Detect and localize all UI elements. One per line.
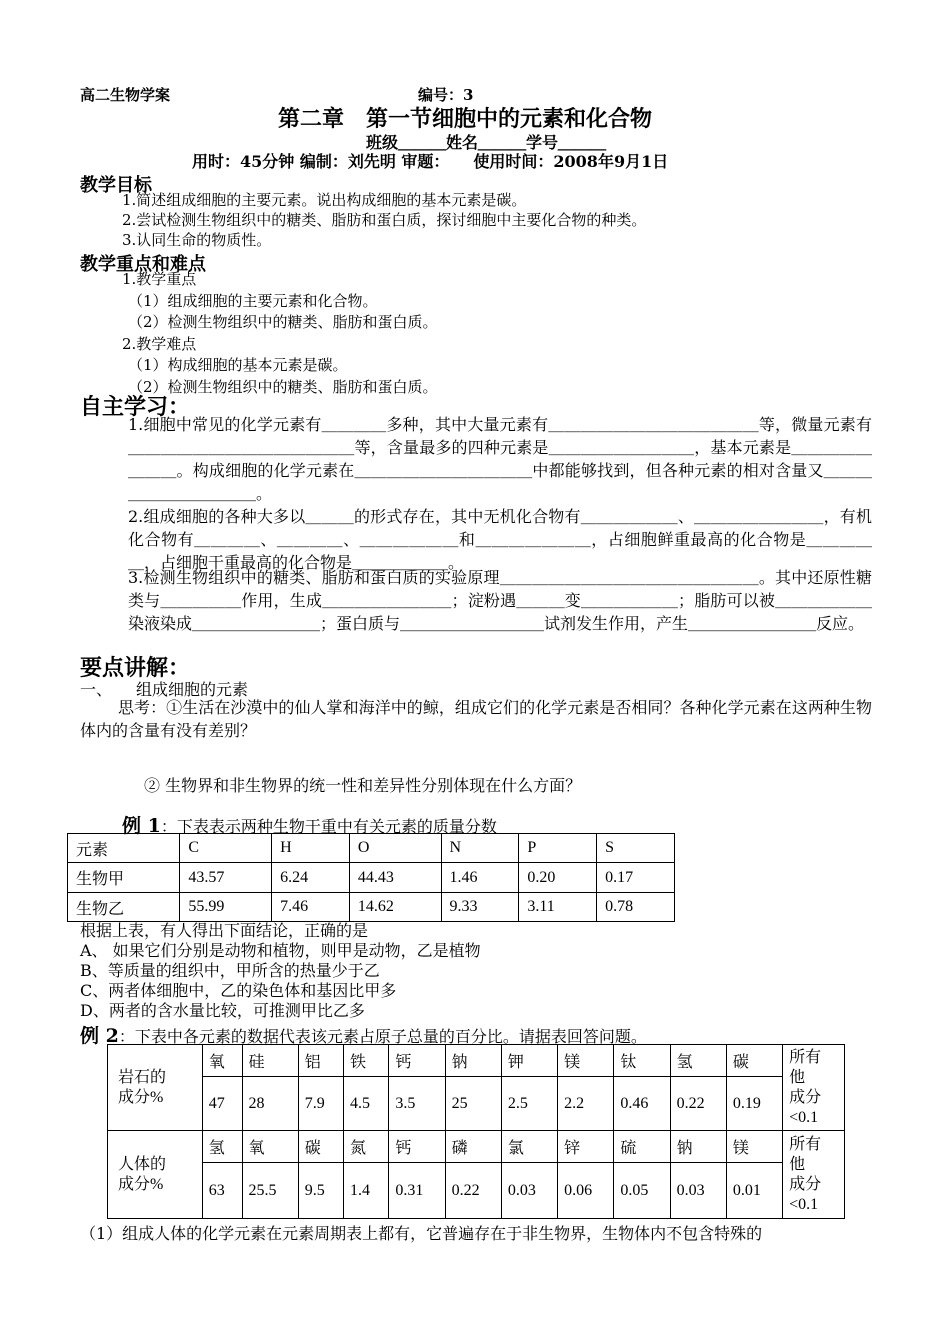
goal-item: 1.简述组成细胞的主要元素。说出构成细胞的基本元素是碳。 — [122, 191, 527, 209]
table-cell: 钙 — [389, 1045, 445, 1077]
table-cell: 2.2 — [558, 1077, 614, 1131]
table-cell: 碳 — [298, 1131, 343, 1163]
table-cell: 锌 — [558, 1131, 614, 1163]
table-cell: 0.22 — [445, 1163, 501, 1219]
lecture-heading: 要点讲解： — [80, 655, 191, 681]
table-cell: 0.78 — [597, 893, 675, 922]
table-cell: 氢 — [202, 1131, 242, 1163]
self-study-heading: 自主学习： — [80, 394, 191, 420]
table-cell: 0.46 — [614, 1077, 670, 1131]
other-elements-cell — [783, 1131, 845, 1219]
example1-label: 例 1 — [122, 815, 161, 837]
table-cell: 63 — [202, 1163, 242, 1219]
section-title: 一、 组成细胞的元素 — [80, 680, 249, 699]
example1-table — [67, 833, 675, 922]
table-cell: 氢 — [670, 1045, 726, 1077]
table-cell: 0.17 — [597, 863, 675, 893]
table-cell: 磷 — [445, 1131, 501, 1163]
other-elements-cell — [783, 1045, 845, 1131]
think-question-2: ② 生物界和非生物界的统一性和差异性分别体现在什么方面？ — [144, 776, 582, 795]
keypoints-heading: 教学重点和难点 — [80, 254, 206, 275]
table-cell: 氯 — [501, 1131, 557, 1163]
option-d: D、两者的含水量比较，可推测甲比乙多 — [80, 1001, 365, 1020]
table-cell: 氮 — [344, 1131, 389, 1163]
rock-label: 岩石的 — [118, 1068, 167, 1086]
table-cell: 6.24 — [272, 863, 350, 893]
table-cell: 钠 — [670, 1131, 726, 1163]
table-cell: 55.99 — [180, 893, 272, 922]
example2-table — [107, 1044, 845, 1219]
keypoint-item: （1）组成细胞的主要元素和化合物。 — [128, 291, 378, 310]
human-label: 人体的 — [118, 1155, 167, 1173]
table-cell: 生物甲 — [68, 863, 180, 893]
table-cell: 25.5 — [242, 1163, 298, 1219]
table-cell: 0.03 — [670, 1163, 726, 1219]
table-cell: 7.9 — [298, 1077, 343, 1131]
table-cell: 4.5 — [344, 1077, 389, 1131]
table-cell: H — [272, 834, 350, 863]
rock-label-unit: 成分% — [118, 1088, 164, 1106]
table-cell: 铝 — [298, 1045, 343, 1077]
other-elements-label: 成分 — [789, 1175, 822, 1193]
example2-label: 例 2 — [80, 1025, 119, 1047]
option-b: B、等质量的组织中，甲所含的热量少于乙 — [80, 961, 380, 980]
table-cell: 1.46 — [441, 863, 519, 893]
table-cell: 43.57 — [180, 863, 272, 893]
goal-item: 2.尝试检测生物组织中的糖类、脂肪和蛋白质，探讨细胞中主要化合物的种类。 — [122, 211, 647, 229]
table-cell: 9.5 — [298, 1163, 343, 1219]
doc-number: 编号：3 — [418, 86, 474, 104]
table-cell: 生物乙 — [68, 893, 180, 922]
option-c: C、两者体细胞中，乙的染色体和基因比甲多 — [80, 981, 397, 1000]
table-cell: 碳 — [726, 1045, 782, 1077]
keypoint-item: 2.教学难点 — [122, 334, 197, 353]
keypoint-item: 1.教学重点 — [122, 270, 197, 288]
table-cell: 硅 — [242, 1045, 298, 1077]
table-cell: 25 — [445, 1077, 501, 1131]
meta-line: 用时：45分钟 编制：刘先明 审题： 使用时间：2008年9月1日 — [192, 152, 669, 171]
table-cell: 44.43 — [349, 863, 441, 893]
table-cell: P — [519, 834, 597, 863]
table-cell: 1.4 — [344, 1163, 389, 1219]
human-label-cell — [108, 1131, 203, 1219]
table-cell: 铁 — [344, 1045, 389, 1077]
table-cell: 2.5 — [501, 1077, 557, 1131]
other-elements-label: <0.1 — [789, 1108, 819, 1126]
page-title: 第二章 第一节细胞中的元素和化合物 — [278, 106, 653, 132]
example1-question: 根据上表，有人得出下面结论，正确的是 — [80, 921, 369, 940]
table-cell: 镁 — [726, 1131, 782, 1163]
other-elements-label: 成分 — [789, 1088, 822, 1106]
table-cell: 钛 — [614, 1045, 670, 1077]
table-cell: C — [180, 834, 272, 863]
goals-list — [122, 189, 646, 251]
table-cell: 0.06 — [558, 1163, 614, 1219]
option-a: A、 如果它们分别是动物和植物，则甲是动物，乙是植物 — [80, 941, 481, 960]
table-cell: 0.22 — [670, 1077, 726, 1131]
table-cell: 氧 — [202, 1045, 242, 1077]
table-cell: 3.5 — [389, 1077, 445, 1131]
other-elements-label: 他 — [789, 1155, 806, 1173]
table-cell: 0.03 — [501, 1163, 557, 1219]
other-elements-label: <0.1 — [789, 1195, 819, 1213]
table-cell: 0.20 — [519, 863, 597, 893]
example2-question-1: （1）组成人体的化学元素在元素周期表上都有，它普遍存在于非生物界，生物体内不包含特殊的 — [80, 1224, 763, 1243]
table-cell: 0.31 — [389, 1163, 445, 1219]
table-cell: 元素 — [68, 834, 180, 863]
self-study-q3: 3.检测生物组织中的糖类、脂肪和蛋白质的实验原理＿＿＿＿＿＿＿＿＿＿＿＿＿＿＿＿。其中还原性糖类与＿＿＿＿＿作用，生成＿＿＿＿＿＿＿＿；淀粉遇＿＿＿变＿＿＿＿＿＿；脂肪可以被＿＿＿＿＿＿染液染成＿＿＿＿＿＿＿＿；蛋白质与＿＿＿＿＿＿＿＿＿试剂发生作用，产生＿＿＿＿＿＿＿＿反应。 — [128, 568, 872, 633]
other-elements-label: 所有 — [789, 1048, 822, 1066]
table-cell: N — [441, 834, 519, 863]
example1-caption: ：下表表示两种生物干重中有关元素的质量分数 — [160, 817, 497, 836]
keypoints-list — [122, 269, 438, 398]
table-cell: 镁 — [558, 1045, 614, 1077]
self-study-q2: 2.组成细胞的各种大多以＿＿＿的形式存在，其中无机化合物有＿＿＿＿＿＿、＿＿＿＿＿＿＿＿，有机化合物有＿＿＿＿、＿＿＿＿、＿＿＿＿＿＿和＿＿＿＿＿＿＿，占细胞鲜重最高的化合物是＿＿＿＿＿，占细胞干重最高的化合物是＿＿＿＿＿＿。 — [128, 507, 872, 572]
table-cell: 3.11 — [519, 893, 597, 922]
table-cell: O — [349, 834, 441, 863]
table-cell: 14.62 — [349, 893, 441, 922]
table-cell: 0.05 — [614, 1163, 670, 1219]
table-cell: 硫 — [614, 1131, 670, 1163]
example1-question-block — [80, 921, 481, 1021]
keypoint-item: （1）构成细胞的基本元素是碳。 — [128, 356, 348, 374]
table-cell: 9.33 — [441, 893, 519, 922]
rock-label-cell — [108, 1045, 203, 1131]
table-cell: 0.19 — [726, 1077, 782, 1131]
table-cell: 氧 — [242, 1131, 298, 1163]
table-cell: S — [597, 834, 675, 863]
table-cell: 0.01 — [726, 1163, 782, 1219]
human-label-unit: 成分% — [118, 1175, 164, 1193]
keypoint-item: （2）检测生物组织中的糖类、脂肪和蛋白质。 — [128, 313, 438, 331]
goal-item: 3.认同生命的物质性。 — [122, 231, 272, 249]
think-question-1: 思考：①生活在沙漠中的仙人掌和海洋中的鲸，组成它们的化学元素是否相同？各种化学元素在这两种生物体内的含量有没有差别？ — [80, 698, 872, 740]
table-cell: 28 — [242, 1077, 298, 1131]
other-elements-label: 所有 — [789, 1135, 822, 1153]
table-cell: 钠 — [445, 1045, 501, 1077]
self-study-q1: 1.细胞中常见的化学元素有＿＿＿＿多种，其中大量元素有＿＿＿＿＿＿＿＿＿＿＿＿＿等，微量元素有＿＿＿＿＿＿＿＿＿＿＿＿＿＿等，含量最多的四种元素是＿＿＿＿＿＿＿＿＿，基本元素是＿＿＿＿＿＿＿＿。构成细胞的化学元素在＿＿＿＿＿＿＿＿＿＿＿中都能够找到，但各种元素的相对含量又＿＿＿＿＿＿＿＿＿＿＿。 — [128, 415, 872, 503]
table-cell: 7.46 — [272, 893, 350, 922]
table-cell: 钾 — [501, 1045, 557, 1077]
table-cell: 47 — [202, 1077, 242, 1131]
class-line: 班级＿＿＿姓名＿＿＿学号＿＿＿ — [366, 133, 607, 152]
other-elements-label: 他 — [789, 1068, 806, 1086]
goals-heading: 教学目标 — [80, 175, 152, 196]
keypoint-item: （2）检测生物组织中的糖类、脂肪和蛋白质。 — [128, 377, 438, 396]
table-cell: 钙 — [389, 1131, 445, 1163]
example2-caption: ：下表中各元素的数据代表该元素占原子总量的百分比。请据表回答问题。 — [118, 1027, 647, 1046]
course-name: 高二生物学案 — [80, 86, 171, 104]
